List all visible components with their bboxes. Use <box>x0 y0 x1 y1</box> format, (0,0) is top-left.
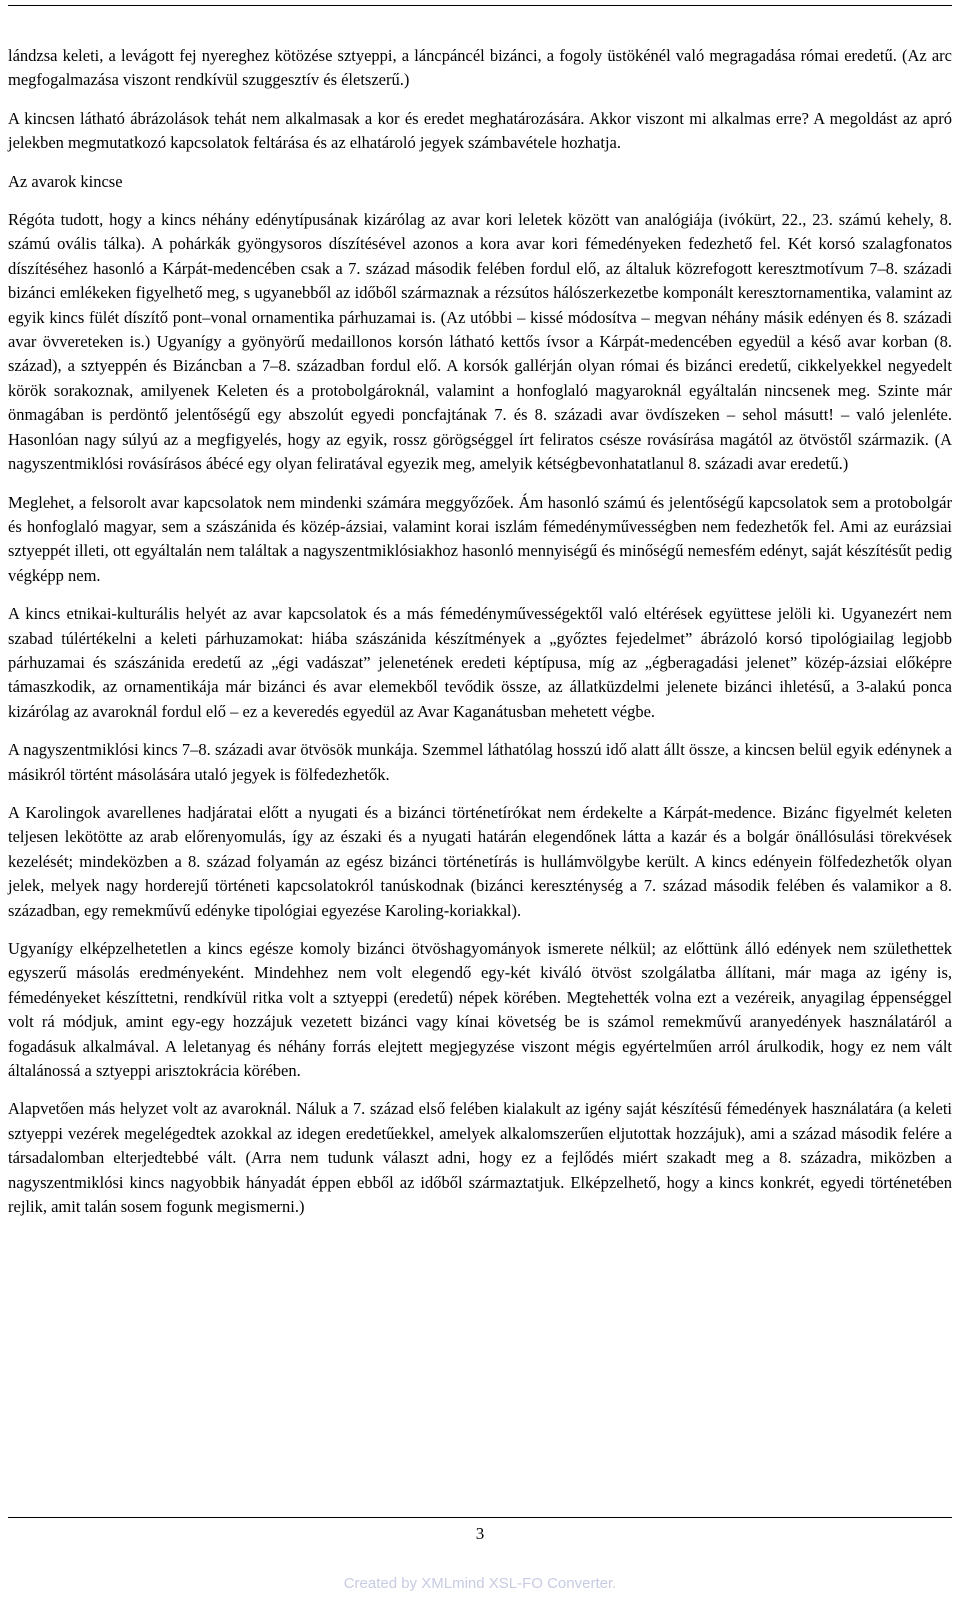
paragraph: Régóta tudott, hogy a kincs néhány edénytípusának kizárólag az avar kori leletek között van analógiája (ivókürt, 22., 23. számú kehely, 8. számú ovális tálka). A pohárkák gyöngysoros díszítésével azonos a kora avar kori fémedényeken fedezhető fel. Két korsó szalagfonatos díszítéséhez hasonló a Kárpát-medencében csak a 7. század második felében fordul elő, az általuk közrefogott keresztmotívum 7–8. századi bizánci emlékeken figyelhető meg, s ugyanebből az időből származnak a rézsútos hálószerkezetbe komponált keresztornamentika, valamint az egyik kincs fülét díszítő pont–vonal ornamentika párhuzamai is. (Az utóbbi – kissé módosítva – megvan néhány másik edényen és 8. századi avar övvereteken is.) Ugyanígy a gyönyörű medaillonos korsón látható kettős ívsor a Kárpát-medencében egyedül a késő avar korban (8. század), a sztyeppén és Bizáncban a 7–8. században fordul elő. A korsók gallérján olyan római és bizánci eredetű, cikkelyekkel negyedelt körök sorakoznak, amilyenek Keleten és a protobolgároknál, valamint a honfoglaló magyaroknál egyáltalán nincsenek meg. Szinte már önmagában is perdöntő jelentőségű egy abszolút egyedi poncfajtának 7. és 8. századi avar övdíszeken – sehol másutt! – való jelenléte. Hasonlóan nagy súlyú az a megfigyelés, hogy az egyik, rossz görögséggel írt feliratos csésze rovásírása magától az ötvöstől származik. (A nagyszentmiklósi rovásírásos ábécé egy olyan feliratával egyezik meg, amelyik kétségbevonhatatlanul 8. századi avar eredetű.) <box>8 210 952 474</box>
paragraph: Meglehet, a felsorolt avar kapcsolatok nem mindenki számára meggyőzőek. Ám hasonló számú és jelentőségű kapcsolatok sem a protobolgár és honfoglaló magyar, sem a szászánida és közép-ázsiai, valamint korai iszlám fémedényművességben nem fedezhetők fel. Ami az eurázsiai sztyeppét illeti, ott egyáltalán nem találtak a nagyszentmiklósiakhoz hasonló mennyiségű és minőségű nemesfém edényt, saját készítésűt pedig végképp nem. <box>8 492 952 585</box>
paragraph: A kincs etnikai-kulturális helyét az avar kapcsolatok és a más fémedényművességektől való eltérések együttese jelöli ki. Ugyanezért nem szabad túlértékelni a keleti párhuzamokat: hiába szászánida készítmények a „győztes fejedelmet” ábrázoló korsó tipológiailag legjobb párhuzamai és szászánida eredetű az „égi vadászat” jelenetének eredeti képtípusa, míg az „égberagadási jelenet” közép-ázsiai előképre támaszkodik, az ornamentikája már bizánci és avar elemekből tevődik össze, az állatküzdelmi jelenete bizánci ihletésű, a 3-alakú ponca kizárólag az avaroknál fordul elő – ez a keveredés egyedül az Avar Kaganátusban mehetett végbe. <box>8 604 952 721</box>
paragraph: A kincsen látható ábrázolások tehát nem alkalmasak a kor és eredet meghatározására. Akkor viszont mi alkalmas erre? A megoldást az apró jelekben megmutatkozó kapcsolatok feltárása és az elhatároló jegyek számbavétele hozhatja. <box>8 108 952 153</box>
paragraph: A nagyszentmiklósi kincs 7–8. századi avar ötvösök munkája. Szemmel láthatólag hosszú idő alatt állt össze, a kincsen belül egyik edénynek a másikról történt másolására utaló jegyek is fölfedezhetők. <box>8 740 952 784</box>
footer-rule <box>8 1517 952 1518</box>
section-heading: Az avarok kincse <box>8 171 123 191</box>
paragraph: lándzsa keleti, a levágott fej nyereghez kötözése sztyeppi, a láncpáncél bizánci, a fogoly üstökénél való megragadása római eredetű. (Az arc megfogalmazása viszont rendkívül szuggesztív és életszerű.) <box>8 46 952 90</box>
watermark-prefix: Created by <box>343 1575 422 1592</box>
page-number: 3 <box>475 1524 485 1543</box>
header-rule <box>8 5 952 6</box>
paragraph: Ugyanígy elképzelhetetlen a kincs egésze komoly bizánci ötvöshagyományok ismerete nélkül; az előttünk álló edények nem születhettek egyszerű másolás eredményeként. Mindehhez nem volt elegendő egy-két kiváló ötvöst szolgálatba állítani, már maga az igény is, fémedényeket készíttetni, rendkívül ritka volt a sztyeppi (eredetű) népek körében. Megtehették volna ezt a vezéreik, anyagilag éppenséggel volt rá módjuk, amint egy-egy hozzájuk vezetett bizánci vagy kínai követség be is számol remekművű aranyedények használatáról a fogadásuk alkalmával. A leletanyag és néhány forrás elejtett megjegyzése viszont mégis egyértelműen arról árulkodik, hogy ez nem vált általánossá a sztyeppi arisztokrácia körében. <box>8 939 952 1081</box>
converter-watermark <box>0 1575 960 1592</box>
paragraph: Alapvetően más helyzet volt az avaroknál. Náluk a 7. század első felében kialakult az igény saját készítésű fémedények használatára (a keleti sztyeppi vezérek megelégedtek azokkal az idegen eredetűekkel, amelyek alkalomszerűen eljutottak hozzájuk), ami a század második felére a társadalomban elterjedtebbé vált. (Arra nem tudunk választ adni, hogy ez a fejlődés miért szakadt meg a 8. századra, miközben a nagyszentmiklósi kincs nagyobbik hányadát éppen ebből az időből származtatjuk. Elképzelhető, hogy a kincs konkrét, egyedi történetében rejlik, amit talán sosem fogunk megismerni.) <box>8 1099 952 1217</box>
watermark-suffix: . <box>612 1575 617 1592</box>
paragraph: A Karolingok avarellenes hadjáratai előtt a nyugati és a bizánci történetírókat nem érdekelte a Kárpát-medence. Bizánc figyelmét keleten teljesen lekötötte az arab előrenyomulás, így az északi és a nyugati határán elegendőnek látta a kazár és a bolgár önállósulási törekvések kezelését; mindeközben a 8. század folyamán az egész bizánci történetírás is hullámvölgybe került. A kincs edényein fölfedezhetők olyan jelek, melyek nagy horderejű történeti kapcsolatokról tanúskodnak (bizánci kereszténység a 7. század második felében és valamikor a 8. században, egy remekművű edényke tipológiai egyezése Karoling-koriakkal). <box>8 802 952 920</box>
watermark-brand-link[interactable]: XMLmind XSL-FO Converter <box>421 1575 613 1592</box>
document-body <box>8 44 952 1233</box>
